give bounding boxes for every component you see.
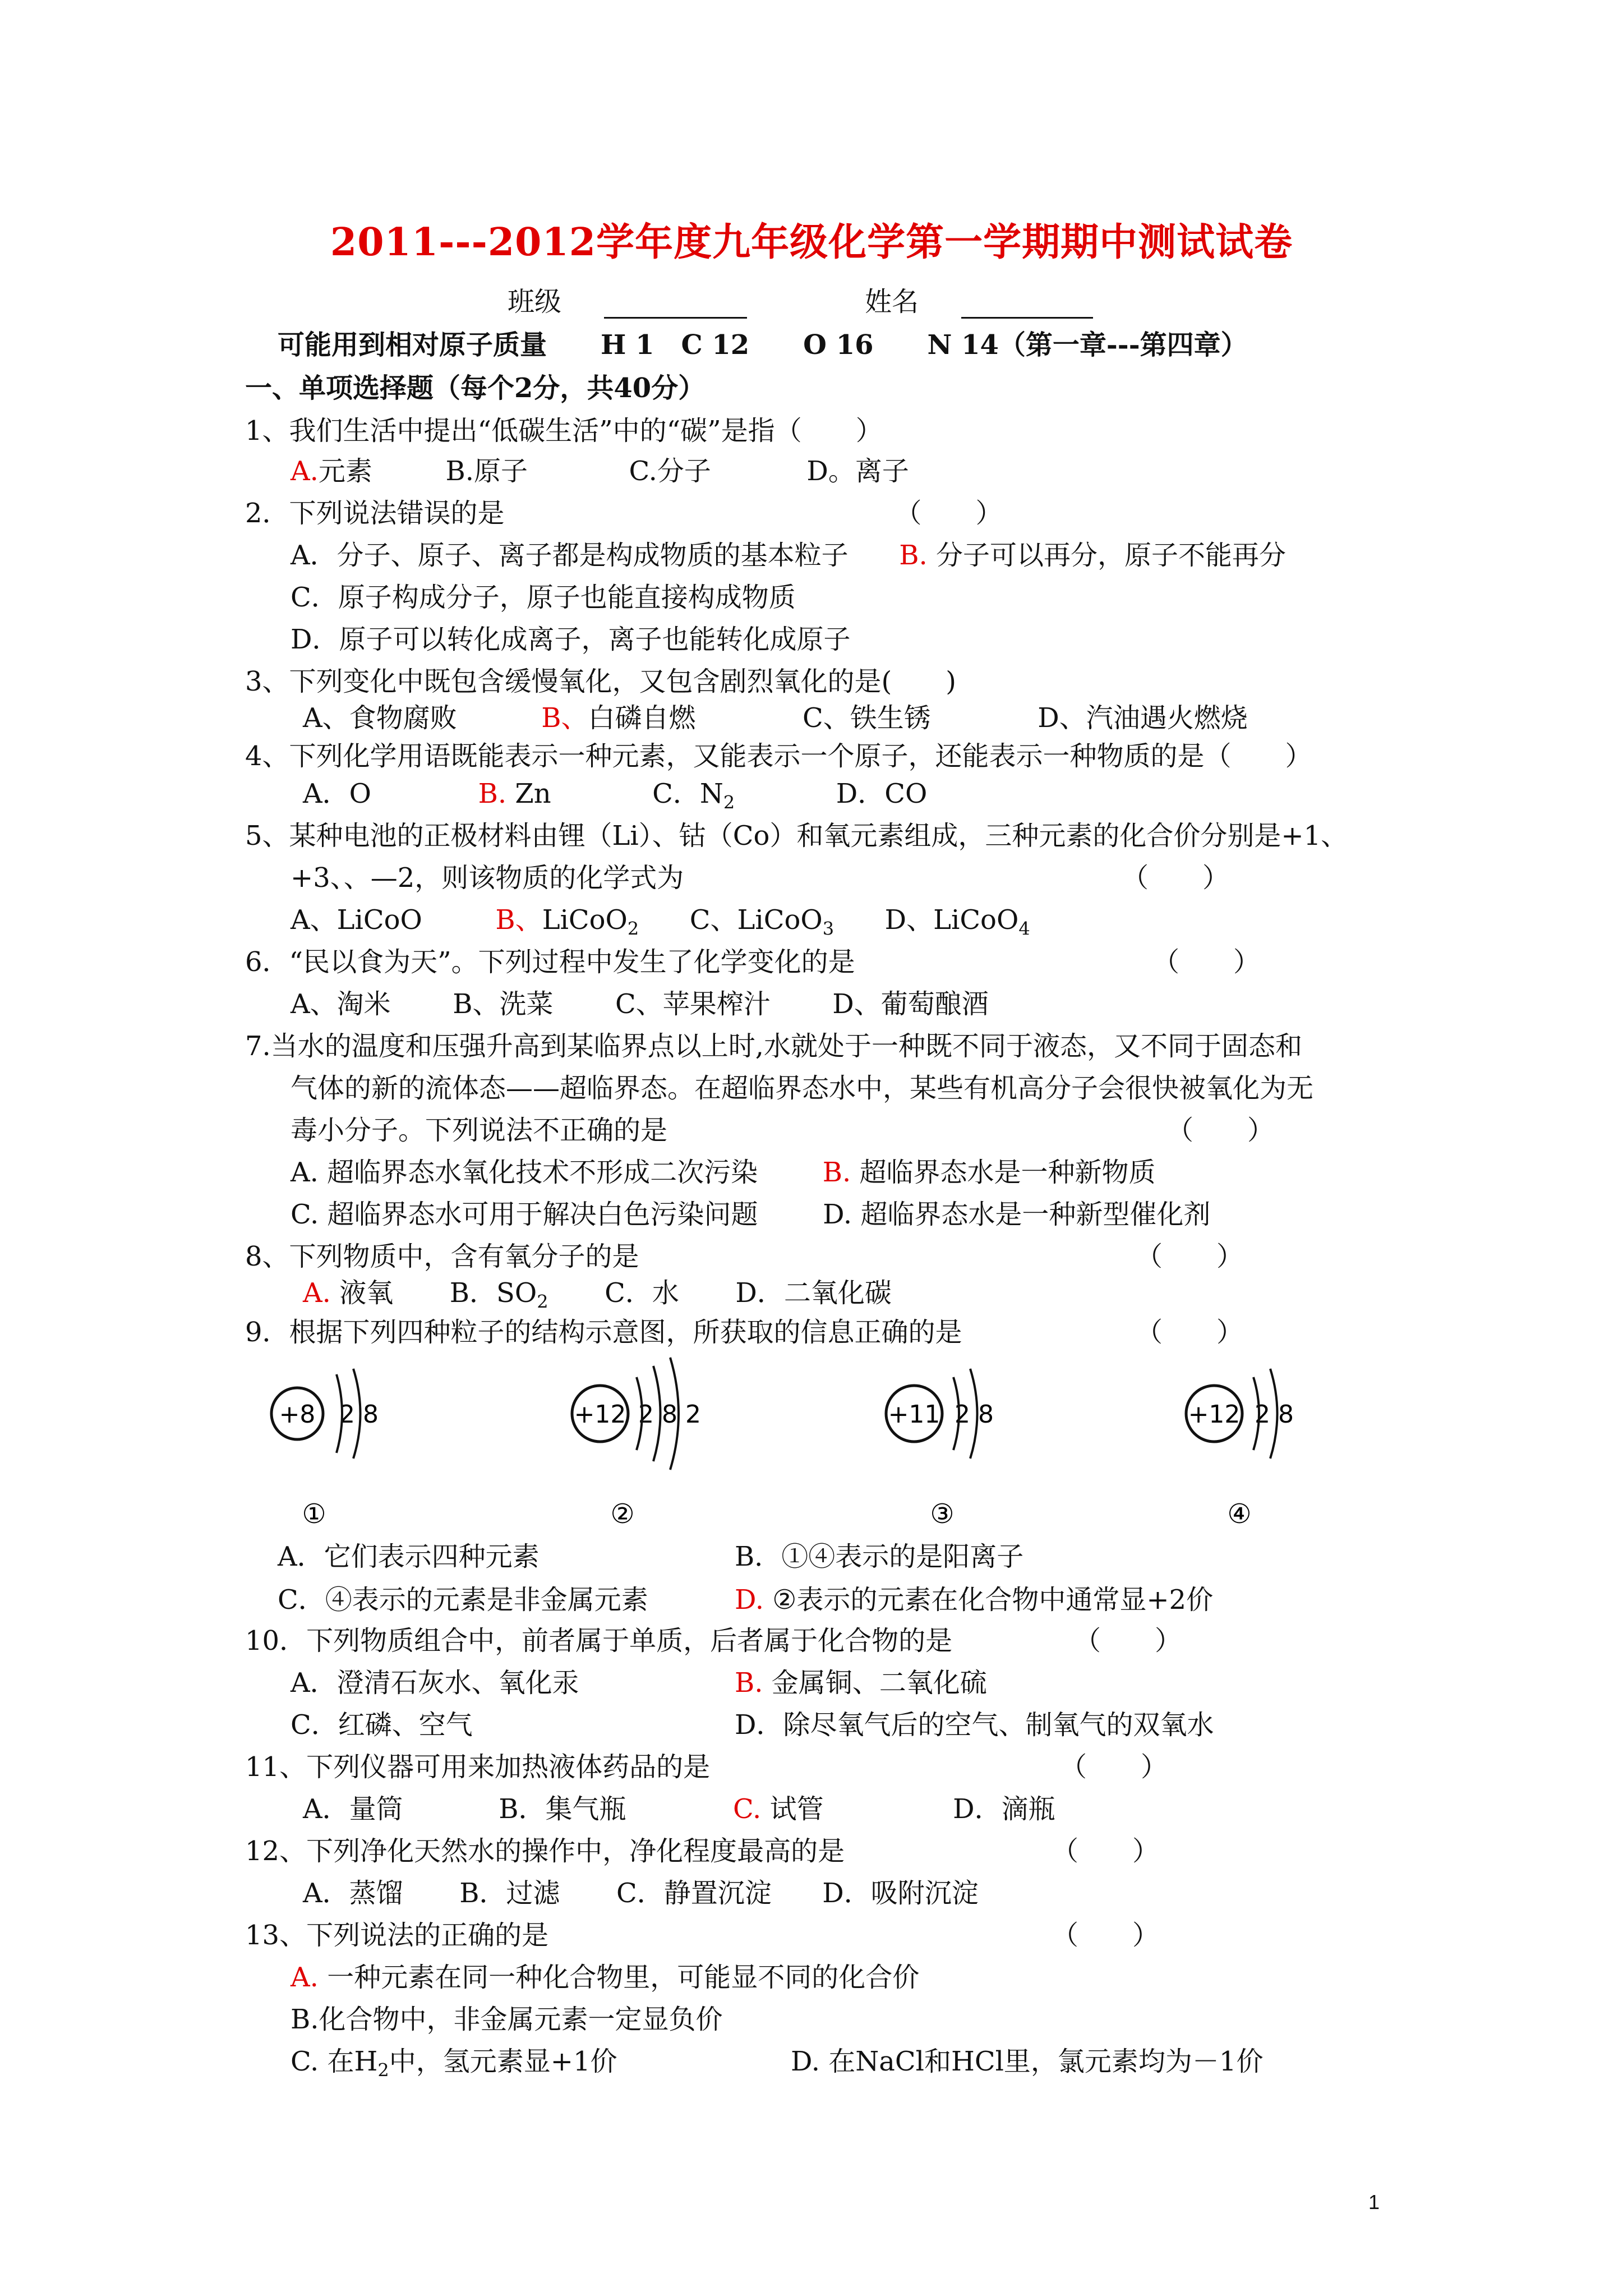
option-d: D. 超临界态水是一种新型催化剂 (823, 1199, 1211, 1230)
option-c: C．N (652, 778, 723, 809)
question-1-options (291, 454, 909, 488)
question-10-option-c: C．红磷、空气 (291, 1709, 473, 1741)
option-d: D。离子 (806, 455, 909, 487)
option-a: A、淘米 (291, 988, 391, 1020)
question-12-answer-paren[interactable]: （ ） (1052, 1835, 1160, 1867)
question-3-options (303, 701, 1248, 735)
option-d: D、汽油遇火燃烧 (1038, 702, 1248, 734)
electron-shells: 2 8 (339, 1400, 379, 1429)
page-title: 2011---2012学年度九年级化学第一学期期中测试试卷 (330, 220, 1293, 265)
question-5-options (291, 903, 1030, 946)
question-2-option-c: C．原子构成分子，原子也能直接构成物质 (291, 582, 796, 613)
option-c: C、铁生锈 (803, 702, 931, 734)
option-c-subscript: 3 (822, 918, 834, 940)
question-10-answer-paren[interactable]: （ ） (1074, 1625, 1182, 1657)
question-7-stem-2: 气体的新的流体态——超临界态。在超临界态水中，某些有机高分子会很快被氧化为无 (291, 1073, 1314, 1104)
option-a-text: 元素 (318, 455, 372, 487)
option-c-letter: C. (733, 1793, 762, 1825)
option-c: C、苹果榨汁 (615, 988, 771, 1020)
section-heading: 一、单项选择题（每个2分，共40分） (245, 372, 706, 404)
particle-label: ③ (930, 1498, 955, 1530)
option-d-letter: D. (735, 1584, 764, 1616)
question-2-option-d: D．原子可以转化成离子，离子也能转化成原子 (291, 624, 851, 655)
question-12-options (303, 1876, 979, 1910)
option-d: D．二氧化碳 (735, 1277, 892, 1309)
question-7-stem-3: 毒小分子。下列说法不正确的是 (291, 1115, 668, 1146)
class-blank[interactable] (604, 291, 747, 319)
option-d: D．吸附沉淀 (822, 1878, 979, 1909)
question-9-option-ab (278, 1540, 540, 1573)
question-4-stem: 4、下列化学用语既能表示一种元素，又能表示一个原子，还能表示一种物质的是（ ） (245, 740, 1312, 772)
question-11-stem: 11、下列仪器可用来加热液体药品的是 (245, 1751, 711, 1783)
question-6-stem: 6．“民以食为天”。下列过程中发生了化学变化的是 (245, 946, 855, 978)
option-b-text: LiCoO (542, 904, 628, 936)
option-b: B.原子 (445, 455, 528, 487)
nucleus-charge: +11 (888, 1400, 940, 1429)
particle-diagram-3 (880, 1352, 1049, 1537)
option-a-letter: A. (291, 1962, 319, 1993)
name-blank[interactable] (961, 291, 1093, 319)
particle-diagram-2 (566, 1352, 735, 1537)
option-b-subscript: 2 (537, 1291, 548, 1313)
option-a: A. 超临界态水氧化技术不形成二次污染 (291, 1157, 758, 1188)
question-13-answer-paren[interactable]: （ ） (1052, 1920, 1160, 1951)
question-13-option-c (291, 2045, 617, 2087)
option-a: A．量筒 (303, 1793, 403, 1825)
option-c: C．水 (605, 1277, 679, 1309)
option-b-text: Zn (515, 778, 551, 809)
class-name-line (508, 285, 1093, 319)
option-c: C、LiCoO (689, 904, 823, 936)
option-b-text: 分子可以再分，原子不能再分 (936, 540, 1287, 571)
question-5-stem-2: +3、、—2，则该物质的化学式为 (291, 862, 684, 894)
option-b-letter: B、 (495, 904, 542, 936)
option-b-letter: B. (822, 1157, 851, 1188)
nucleus-charge: +8 (279, 1400, 316, 1429)
option-b: B．过滤 (459, 1878, 560, 1909)
particle-label: ④ (1227, 1498, 1252, 1530)
question-7-option-ab (291, 1156, 1156, 1189)
question-7-stem-1: 7.当水的温度和压强升高到某临界点以上时,水就处于一种既不同于液态，又不同于固态和 (245, 1030, 1303, 1062)
option-b-text: 白磷自燃 (588, 702, 696, 734)
option-a: A．O (303, 778, 372, 809)
option-c: C. 超临界态水可用于解决白色污染问题 (291, 1199, 758, 1230)
page-number: 1 (1368, 2191, 1380, 2214)
particle-label: ② (610, 1498, 635, 1530)
particle-diagram-4 (1181, 1352, 1349, 1537)
question-6-options (291, 987, 989, 1021)
option-a: A、食物腐败 (303, 702, 457, 734)
question-9-stem: 9．根据下列四种粒子的结构示意图，所获取的信息正确的是 (245, 1317, 962, 1348)
question-8-stem: 8、下列物质中，含有氧分子的是 (245, 1241, 639, 1272)
electron-shells: 2 8 (1255, 1400, 1294, 1429)
option-b-letter: B、 (541, 702, 588, 734)
question-5-stem-1: 5、某种电池的正极材料由锂（Li）、钴（Co）和氧元素组成，三种元素的化合价分别是+1、 (245, 820, 1348, 852)
option-d: D．CO (836, 778, 928, 809)
option-b-letter: B. (478, 778, 507, 809)
question-2-stem: 2．下列说法错误的是 （ ） (245, 498, 1003, 529)
question-13-stem: 13、下列说法的正确的是 (245, 1920, 549, 1951)
option-b: B．集气瓶 (499, 1793, 626, 1825)
question-4-options (303, 777, 927, 820)
option-d: D、葡萄酿酒 (832, 988, 989, 1020)
question-5-answer-paren[interactable]: （ ） (1122, 862, 1230, 894)
question-3-stem: 3、下列变化中既包含缓慢氧化，又包含剧烈氧化的是( ) (245, 666, 956, 697)
option-b: B．SO (449, 1277, 537, 1309)
option-b-text: 超临界态水是一种新物质 (859, 1157, 1156, 1188)
question-10-option-b (735, 1666, 987, 1700)
option-a: A．它们表示四种元素 (278, 1541, 540, 1572)
option-c: C. 在H (291, 2046, 378, 2077)
electron-shells: 2 8 (955, 1400, 994, 1429)
option-b: B、洗菜 (453, 988, 554, 1020)
question-9-option-d (735, 1583, 1213, 1617)
option-b-letter: B. (735, 1667, 763, 1699)
question-11-answer-paren[interactable]: （ ） (1060, 1751, 1168, 1783)
option-a-text: 一种元素在同一种化合物里，可能显不同的化合价 (327, 1962, 920, 1993)
option-d-text: ②表示的元素在化合物中通常显+2价 (772, 1584, 1214, 1616)
option-c-text: 试管 (769, 1793, 824, 1825)
option-c: C.分子 (629, 455, 711, 487)
name-label: 姓名 (865, 286, 919, 318)
class-label: 班级 (508, 286, 562, 318)
question-9-option-b: B．①④表示的是阳离子 (735, 1541, 1024, 1572)
question-13-option-d: D. 在NaCl和HCl里，氯元素均为－1价 (791, 2046, 1264, 2077)
question-10-option-a: A．澄清石灰水、氧化汞 (291, 1667, 579, 1699)
option-b-subscript: 2 (627, 918, 639, 940)
question-10-option-d: D．除尽氧气后的空气、制氧气的双氧水 (735, 1709, 1214, 1741)
option-c-subscript: 2 (723, 792, 735, 813)
question-12-stem: 12、下列净化天然水的操作中，净化程度最高的是 (245, 1835, 845, 1867)
question-7-answer-paren[interactable]: （ ） (1166, 1115, 1275, 1146)
question-8-answer-paren[interactable]: （ ） (1136, 1241, 1244, 1272)
option-b-text: 金属铜、二氧化硫 (771, 1667, 987, 1699)
option-a-letter: A. (303, 1277, 331, 1309)
nucleus-charge: +12 (1188, 1400, 1241, 1429)
option-a-letter: A. (291, 455, 319, 487)
question-10-stem: 10．下列物质组合中，前者属于单质，后者属于化合物的是 (245, 1625, 953, 1657)
question-13-option-a (291, 1961, 919, 1994)
option-d: D、LiCoO (884, 904, 1019, 936)
question-9-answer-paren[interactable]: （ ） (1136, 1317, 1244, 1348)
nucleus-charge: +12 (574, 1400, 626, 1429)
question-1-stem: 1、我们生活中提出“低碳生活”中的“碳”是指（ ） (245, 415, 883, 447)
option-c-rest: 中，氢元素显+1价 (389, 2046, 617, 2077)
question-8-options (303, 1276, 892, 1319)
option-a: A．分子、原子、离子都是构成物质的基本粒子 (291, 540, 849, 571)
question-6-answer-paren[interactable]: （ ） (1152, 946, 1261, 978)
option-d: D．滴瓶 (953, 1793, 1055, 1825)
option-c: C．静置沉淀 (616, 1878, 772, 1909)
question-7-option-cd (291, 1198, 1210, 1231)
option-a: A．蒸馏 (303, 1878, 403, 1909)
question-11-options (303, 1792, 1055, 1826)
particle-diagram-1 (258, 1352, 426, 1537)
question-13-option-b: B.化合物中，非金属元素一定显负价 (291, 2004, 723, 2035)
option-c-subscript: 2 (377, 2059, 389, 2081)
option-b-letter: B. (899, 540, 928, 571)
particle-label: ① (302, 1498, 326, 1530)
option-d-subscript: 4 (1018, 918, 1030, 940)
question-9-option-c: C．④表示的元素是非金属元素 (278, 1584, 648, 1616)
option-a-text: 液氧 (339, 1277, 394, 1309)
question-2-option-ab (291, 539, 1286, 572)
electron-shells: 2 8 2 (638, 1400, 701, 1429)
option-a: A、LiCoO (291, 904, 422, 936)
atomic-mass-line: 可能用到相对原子质量 H 1 C 12 O 16 N 14（第一章---第四章） (278, 329, 1248, 361)
